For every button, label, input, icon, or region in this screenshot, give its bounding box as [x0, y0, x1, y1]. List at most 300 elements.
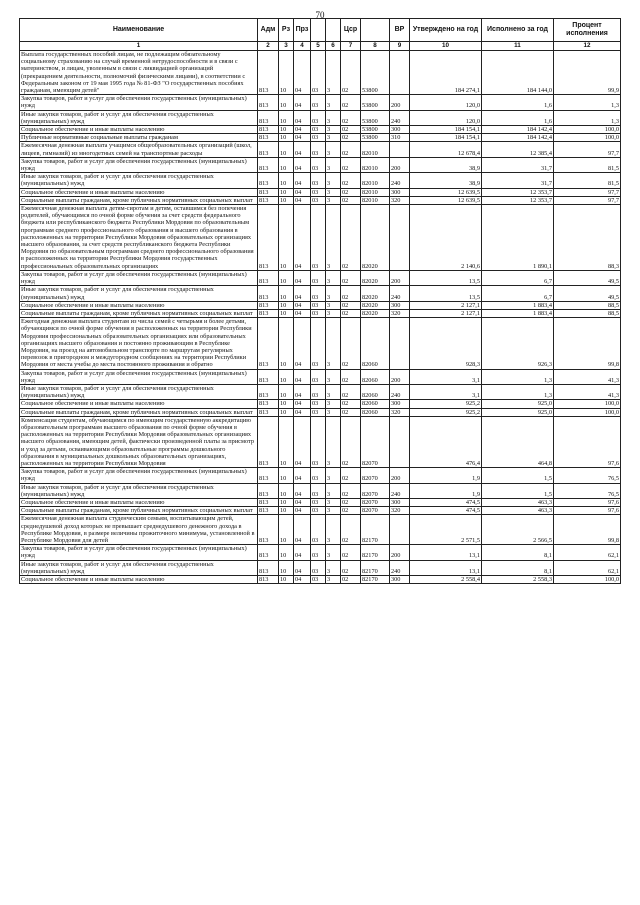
row-percent: 100,0	[554, 408, 621, 416]
row-code-7: 02	[341, 408, 361, 416]
row-prz: 04	[294, 286, 311, 301]
row-code-5: 03	[311, 301, 326, 309]
table-row	[20, 408, 621, 416]
table-row	[20, 188, 621, 196]
row-code-6: 3	[326, 51, 341, 95]
row-name: Иные закупки товаров, работ и услуг для обеспечения государственных (муниципальных) нужд	[20, 560, 258, 575]
row-adm: 813	[258, 157, 279, 172]
row-vr: 200	[390, 369, 410, 384]
row-code-7: 02	[341, 270, 361, 285]
row-adm: 813	[258, 286, 279, 301]
row-approved: 13,5	[410, 270, 482, 285]
row-code-6: 3	[326, 384, 341, 399]
row-code-6: 3	[326, 205, 341, 271]
row-code-7: 02	[341, 309, 361, 317]
row-name: Закупка товаров, работ и услуг для обеспечения государственных (муниципальных) нужд	[20, 545, 258, 560]
row-code-8: 82020	[361, 270, 390, 285]
table-row	[20, 468, 621, 483]
row-code-5: 03	[311, 188, 326, 196]
row-executed: 31,7	[482, 157, 554, 172]
row-approved: 12 639,5	[410, 196, 482, 204]
row-percent: 99,9	[554, 51, 621, 95]
row-adm: 813	[258, 515, 279, 545]
row-approved: 3,1	[410, 369, 482, 384]
row-prz: 04	[294, 408, 311, 416]
row-code-5: 03	[311, 110, 326, 125]
row-approved: 476,4	[410, 416, 482, 467]
row-code-6: 3	[326, 400, 341, 408]
row-executed: 1,6	[482, 95, 554, 110]
row-vr	[390, 416, 410, 467]
row-code-8: 82070	[361, 468, 390, 483]
page-number: 70	[315, 10, 325, 20]
row-prz: 04	[294, 384, 311, 399]
row-adm: 813	[258, 384, 279, 399]
row-code-7: 02	[341, 576, 361, 584]
row-code-7: 02	[341, 498, 361, 506]
row-code-7: 02	[341, 369, 361, 384]
row-code-5: 03	[311, 576, 326, 584]
row-code-8: 82060	[361, 369, 390, 384]
row-rz: 10	[279, 196, 294, 204]
row-prz: 04	[294, 498, 311, 506]
row-code-7: 02	[341, 545, 361, 560]
row-name: Иные закупки товаров, работ и услуг для обеспечения государственных (муниципальных) нужд	[20, 286, 258, 301]
row-code-6: 3	[326, 318, 341, 369]
row-approved: 2 571,5	[410, 515, 482, 545]
row-code-5: 03	[311, 408, 326, 416]
table-row	[20, 157, 621, 172]
row-code-7: 02	[341, 51, 361, 95]
row-rz: 10	[279, 157, 294, 172]
row-rz: 10	[279, 515, 294, 545]
row-executed: 12 353,7	[482, 188, 554, 196]
table-row	[20, 51, 621, 95]
row-vr	[390, 205, 410, 271]
column-number: 3	[279, 42, 294, 51]
row-vr: 240	[390, 384, 410, 399]
row-executed: 184 144,0	[482, 51, 554, 95]
row-prz: 04	[294, 173, 311, 188]
row-code-5: 03	[311, 270, 326, 285]
row-adm: 813	[258, 400, 279, 408]
row-prz: 04	[294, 468, 311, 483]
row-name: Иные закупки товаров, работ и услуг для обеспечения государственных (муниципальных) нужд	[20, 110, 258, 125]
row-executed: 1,5	[482, 468, 554, 483]
row-prz: 04	[294, 142, 311, 157]
row-name: Закупка товаров, работ и услуг для обеспечения государственных (муниципальных) нужд	[20, 468, 258, 483]
row-adm: 813	[258, 498, 279, 506]
row-vr: 310	[390, 134, 410, 142]
header-percent: Процент исполнения	[554, 19, 621, 42]
column-number: 10	[410, 42, 482, 51]
row-rz: 10	[279, 483, 294, 498]
row-code-6: 3	[326, 173, 341, 188]
row-code-7: 02	[341, 205, 361, 271]
row-code-7: 02	[341, 157, 361, 172]
row-code-5: 03	[311, 384, 326, 399]
row-code-8: 82170	[361, 515, 390, 545]
row-code-6: 3	[326, 468, 341, 483]
row-adm: 813	[258, 408, 279, 416]
row-code-5: 03	[311, 286, 326, 301]
table-row	[20, 301, 621, 309]
row-executed: 925,0	[482, 408, 554, 416]
row-code-7: 02	[341, 110, 361, 125]
row-code-5: 03	[311, 196, 326, 204]
table-row	[20, 384, 621, 399]
row-approved: 1,9	[410, 468, 482, 483]
row-percent: 88,5	[554, 301, 621, 309]
row-rz: 10	[279, 576, 294, 584]
row-name: Ежемесячная денежная выплата детям-сиротам и детям, оставшимся без попечения родителей, обучающимся по очной форме обучения за счет средств федерального бюджета или республиканского бюджета Республики Мордовия по образовательным программам среднего профессионального образования и высшего образования в расположенных на территории Республики Мордовия образовательных организациях высшего образования, за счет средств республиканского бюджета Республики Мордовия по образовательным программам среднего профессионального образования в расположенных на территории Республики Мордовия государственных профессиональных образовательных организациях	[20, 205, 258, 271]
row-code-5: 03	[311, 173, 326, 188]
table-row	[20, 515, 621, 545]
row-rz: 10	[279, 507, 294, 515]
row-rz: 10	[279, 126, 294, 134]
row-prz: 04	[294, 507, 311, 515]
row-code-8: 82170	[361, 560, 390, 575]
row-percent: 99,8	[554, 515, 621, 545]
table-row	[20, 545, 621, 560]
row-executed: 8,1	[482, 545, 554, 560]
row-rz: 10	[279, 134, 294, 142]
row-code-7: 02	[341, 318, 361, 369]
row-approved: 120,0	[410, 95, 482, 110]
table-row	[20, 173, 621, 188]
row-vr: 320	[390, 507, 410, 515]
row-percent: 100,0	[554, 576, 621, 584]
row-vr	[390, 142, 410, 157]
row-approved: 928,3	[410, 318, 482, 369]
header-csr: Цср	[341, 19, 361, 42]
row-adm: 813	[258, 142, 279, 157]
row-vr: 320	[390, 408, 410, 416]
row-approved: 184 154,1	[410, 126, 482, 134]
row-rz: 10	[279, 301, 294, 309]
row-vr: 200	[390, 270, 410, 285]
row-code-5: 03	[311, 157, 326, 172]
row-percent: 100,0	[554, 126, 621, 134]
row-code-6: 3	[326, 110, 341, 125]
row-name: Закупка товаров, работ и услуг для обеспечения государственных (муниципальных) нужд	[20, 157, 258, 172]
row-vr: 300	[390, 576, 410, 584]
row-adm: 813	[258, 270, 279, 285]
row-code-8: 53800	[361, 126, 390, 134]
row-prz: 04	[294, 416, 311, 467]
row-name: Иные закупки товаров, работ и услуг для обеспечения государственных (муниципальных) нужд	[20, 384, 258, 399]
header-approved: Утверждено на год	[410, 19, 482, 42]
table-row	[20, 270, 621, 285]
row-name: Социальные выплаты гражданам, кроме публичных нормативных социальных выплат	[20, 408, 258, 416]
row-prz: 04	[294, 483, 311, 498]
row-executed: 8,1	[482, 560, 554, 575]
row-code-6: 3	[326, 157, 341, 172]
row-code-8: 82020	[361, 205, 390, 271]
row-code-8: 82060	[361, 408, 390, 416]
row-adm: 813	[258, 309, 279, 317]
row-code-8: 53800	[361, 95, 390, 110]
row-name: Закупка товаров, работ и услуг для обеспечения государственных (муниципальных) нужд	[20, 95, 258, 110]
row-code-8: 82020	[361, 309, 390, 317]
row-name: Социальные выплаты гражданам, кроме публичных нормативных социальных выплат	[20, 507, 258, 515]
header-vr: ВР	[390, 19, 410, 42]
row-code-8: 53800	[361, 110, 390, 125]
row-percent: 41,3	[554, 369, 621, 384]
row-code-5: 03	[311, 51, 326, 95]
header-blank-8	[361, 19, 390, 42]
row-adm: 813	[258, 188, 279, 196]
row-executed: 2 566,5	[482, 515, 554, 545]
header-executed: Исполнено за год	[482, 19, 554, 42]
row-code-6: 3	[326, 483, 341, 498]
row-rz: 10	[279, 270, 294, 285]
table-row	[20, 205, 621, 271]
row-approved: 2 127,1	[410, 301, 482, 309]
row-percent: 100,0	[554, 134, 621, 142]
table-row	[20, 142, 621, 157]
row-vr: 300	[390, 188, 410, 196]
row-percent: 97,6	[554, 498, 621, 506]
row-rz: 10	[279, 51, 294, 95]
row-approved: 12 678,4	[410, 142, 482, 157]
row-code-6: 3	[326, 196, 341, 204]
row-code-6: 3	[326, 507, 341, 515]
row-prz: 04	[294, 196, 311, 204]
row-prz: 04	[294, 369, 311, 384]
header-row	[20, 19, 621, 42]
header-blank-6	[326, 19, 341, 42]
table-row	[20, 483, 621, 498]
row-prz: 04	[294, 51, 311, 95]
row-approved: 13,5	[410, 286, 482, 301]
row-rz: 10	[279, 545, 294, 560]
row-code-7: 02	[341, 400, 361, 408]
row-executed: 12 353,7	[482, 196, 554, 204]
row-code-8: 53800	[361, 134, 390, 142]
table-row	[20, 507, 621, 515]
column-number: 5	[311, 42, 326, 51]
row-code-5: 03	[311, 483, 326, 498]
row-executed: 12 385,4	[482, 142, 554, 157]
row-percent: 97,7	[554, 142, 621, 157]
row-code-8: 82170	[361, 576, 390, 584]
row-adm: 813	[258, 95, 279, 110]
row-code-6: 3	[326, 498, 341, 506]
table-body	[20, 51, 621, 584]
row-rz: 10	[279, 309, 294, 317]
row-approved: 474,5	[410, 498, 482, 506]
row-vr: 300	[390, 498, 410, 506]
row-executed: 184 142,4	[482, 126, 554, 134]
row-prz: 04	[294, 545, 311, 560]
row-executed: 1 883,4	[482, 301, 554, 309]
header-rz: Рз	[279, 19, 294, 42]
row-name: Ежемесячная денежная выплата студенческим семьям, воспитывающим детей, среднедушевой доход которых не превышает среднедушевого денежного дохода в Республике Мордовия, в размере величины прожиточного минимума, установленной в Республике Мордовия для детей	[20, 515, 258, 545]
row-code-7: 02	[341, 142, 361, 157]
row-name: Социальное обеспечение и иные выплаты населению	[20, 576, 258, 584]
row-vr: 300	[390, 126, 410, 134]
row-percent: 97,7	[554, 196, 621, 204]
row-code-7: 02	[341, 134, 361, 142]
row-rz: 10	[279, 384, 294, 399]
row-code-7: 02	[341, 95, 361, 110]
table-row	[20, 498, 621, 506]
row-code-7: 02	[341, 560, 361, 575]
row-vr: 300	[390, 400, 410, 408]
row-prz: 04	[294, 205, 311, 271]
row-code-6: 3	[326, 95, 341, 110]
row-executed: 463,3	[482, 507, 554, 515]
row-adm: 813	[258, 576, 279, 584]
row-prz: 04	[294, 560, 311, 575]
row-name: Закупка товаров, работ и услуг для обеспечения государственных (муниципальных) нужд	[20, 369, 258, 384]
row-rz: 10	[279, 498, 294, 506]
row-prz: 04	[294, 134, 311, 142]
row-executed: 31,7	[482, 173, 554, 188]
row-prz: 04	[294, 576, 311, 584]
row-rz: 10	[279, 318, 294, 369]
row-rz: 10	[279, 188, 294, 196]
row-vr: 240	[390, 173, 410, 188]
table-row	[20, 416, 621, 467]
row-approved: 12 639,5	[410, 188, 482, 196]
row-rz: 10	[279, 286, 294, 301]
row-prz: 04	[294, 400, 311, 408]
row-percent: 88,3	[554, 205, 621, 271]
row-code-5: 03	[311, 369, 326, 384]
row-percent: 62,1	[554, 560, 621, 575]
row-executed: 926,3	[482, 318, 554, 369]
row-name: Выплата государственных пособий лицам, не подлежащим обязательному социальному страхованию на случай временной нетрудоспособности и в связи с материнством, и лицам, уволенным в связи с ликвидацией организаций (прекращением деятельности, полномочий физическими лицами), в соответствии с Федеральным законом от 19 мая 1995 года № 81-ФЗ "О государственных пособиях гражданам, имеющим детей"	[20, 51, 258, 95]
row-prz: 04	[294, 95, 311, 110]
row-vr: 240	[390, 110, 410, 125]
row-rz: 10	[279, 416, 294, 467]
row-code-5: 03	[311, 134, 326, 142]
row-approved: 184 154,1	[410, 134, 482, 142]
row-percent: 97,6	[554, 416, 621, 467]
row-code-8: 82060	[361, 400, 390, 408]
row-code-5: 03	[311, 400, 326, 408]
row-code-8: 82070	[361, 507, 390, 515]
table-row	[20, 560, 621, 575]
row-vr: 200	[390, 468, 410, 483]
row-code-6: 3	[326, 134, 341, 142]
table-row	[20, 400, 621, 408]
row-adm: 813	[258, 318, 279, 369]
row-vr: 300	[390, 301, 410, 309]
row-percent: 100,0	[554, 400, 621, 408]
row-code-5: 03	[311, 309, 326, 317]
row-percent: 41,3	[554, 384, 621, 399]
row-percent: 97,7	[554, 188, 621, 196]
row-prz: 04	[294, 157, 311, 172]
row-prz: 04	[294, 515, 311, 545]
row-code-8: 82010	[361, 173, 390, 188]
column-number: 1	[20, 42, 258, 51]
row-code-7: 02	[341, 468, 361, 483]
row-code-8: 82070	[361, 416, 390, 467]
row-approved: 13,1	[410, 560, 482, 575]
row-approved: 120,0	[410, 110, 482, 125]
row-approved: 13,1	[410, 545, 482, 560]
row-adm: 813	[258, 560, 279, 575]
column-number: 4	[294, 42, 311, 51]
row-code-6: 3	[326, 416, 341, 467]
row-code-5: 03	[311, 416, 326, 467]
row-code-7: 02	[341, 416, 361, 467]
row-code-7: 02	[341, 196, 361, 204]
row-executed: 464,8	[482, 416, 554, 467]
row-code-6: 3	[326, 301, 341, 309]
row-executed: 2 558,3	[482, 576, 554, 584]
row-approved: 2 127,1	[410, 309, 482, 317]
row-code-5: 03	[311, 95, 326, 110]
row-percent: 88,5	[554, 309, 621, 317]
row-approved: 925,2	[410, 408, 482, 416]
row-name: Публичные нормативные социальные выплаты гражданам	[20, 134, 258, 142]
row-adm: 813	[258, 416, 279, 467]
row-code-5: 03	[311, 468, 326, 483]
row-adm: 813	[258, 507, 279, 515]
row-vr	[390, 318, 410, 369]
row-executed: 1 883,4	[482, 309, 554, 317]
row-adm: 813	[258, 134, 279, 142]
row-code-6: 3	[326, 309, 341, 317]
column-number: 12	[554, 42, 621, 51]
row-rz: 10	[279, 408, 294, 416]
row-prz: 04	[294, 318, 311, 369]
row-vr: 200	[390, 545, 410, 560]
row-name: Ежемесячная денежная выплата учащимся общеобразовательных организаций (школ, лицеев, гимназий) из многодетных семей на транспортные расходы	[20, 142, 258, 157]
row-code-5: 03	[311, 142, 326, 157]
row-code-8: 82020	[361, 301, 390, 309]
row-name: Социальное обеспечение и иные выплаты населению	[20, 400, 258, 408]
row-code-5: 03	[311, 126, 326, 134]
row-code-5: 03	[311, 318, 326, 369]
row-adm: 813	[258, 205, 279, 271]
row-name: Социальные выплаты гражданам, кроме публичных нормативных социальных выплат	[20, 309, 258, 317]
row-name: Закупка товаров, работ и услуг для обеспечения государственных (муниципальных) нужд	[20, 270, 258, 285]
row-name: Социальное обеспечение и иные выплаты населению	[20, 301, 258, 309]
row-percent: 62,1	[554, 545, 621, 560]
row-code-6: 3	[326, 142, 341, 157]
row-code-8: 82060	[361, 384, 390, 399]
row-prz: 04	[294, 270, 311, 285]
table-row	[20, 134, 621, 142]
row-percent: 97,6	[554, 507, 621, 515]
row-adm: 813	[258, 369, 279, 384]
row-code-6: 3	[326, 270, 341, 285]
table-row	[20, 309, 621, 317]
row-code-8: 82060	[361, 318, 390, 369]
table-row	[20, 369, 621, 384]
row-approved: 3,1	[410, 384, 482, 399]
column-number: 8	[361, 42, 390, 51]
row-vr: 240	[390, 483, 410, 498]
budget-table	[19, 18, 621, 584]
column-number: 9	[390, 42, 410, 51]
row-prz: 04	[294, 301, 311, 309]
row-prz: 04	[294, 126, 311, 134]
table-row	[20, 286, 621, 301]
row-executed: 184 142,4	[482, 134, 554, 142]
row-code-6: 3	[326, 515, 341, 545]
row-name: Социальные выплаты гражданам, кроме публичных нормативных социальных выплат	[20, 196, 258, 204]
table-row	[20, 318, 621, 369]
row-code-6: 3	[326, 545, 341, 560]
row-percent: 49,5	[554, 270, 621, 285]
